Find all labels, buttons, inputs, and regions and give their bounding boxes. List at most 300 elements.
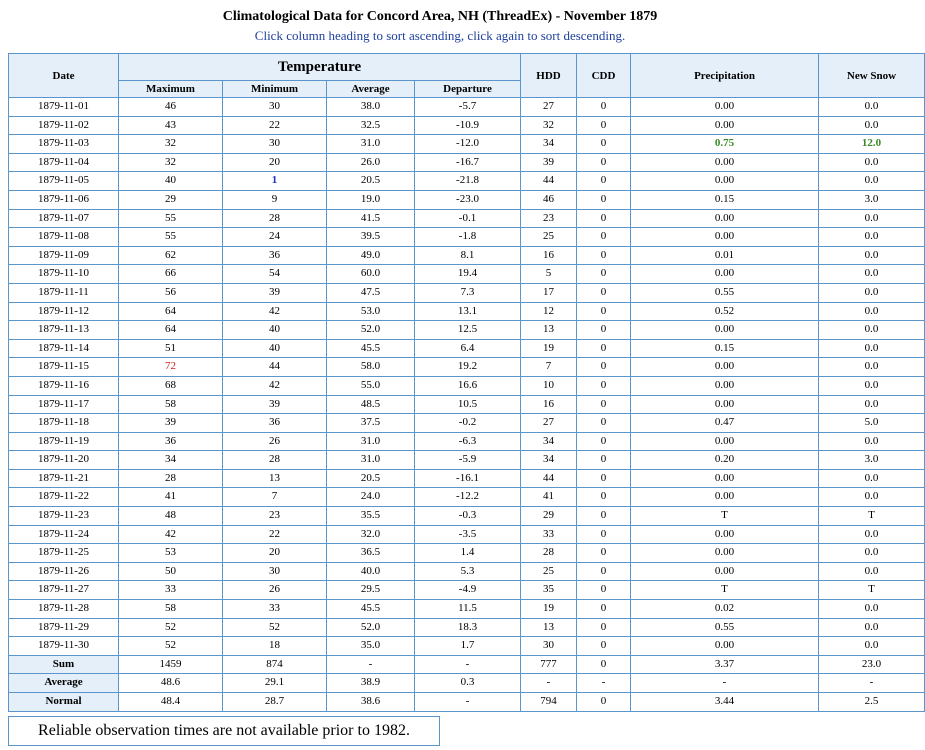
precipitation-cell: 0.00 — [631, 228, 819, 247]
departure-cell: -5.7 — [415, 98, 521, 117]
precipitation-cell: T — [631, 507, 819, 526]
column-header-hdd[interactable]: HDD — [521, 54, 577, 98]
table-row — [9, 469, 925, 488]
new-snow-cell: 12.0 — [819, 135, 925, 154]
date-cell: 1879-11-14 — [9, 339, 119, 358]
date-cell: 1879-11-23 — [9, 507, 119, 526]
hdd-cell: 28 — [521, 544, 577, 563]
hdd-cell: 34 — [521, 135, 577, 154]
date-cell: 1879-11-15 — [9, 358, 119, 377]
date-cell: 1879-11-02 — [9, 116, 119, 135]
min-temp-cell: 42 — [223, 302, 327, 321]
column-header-departure[interactable]: Departure — [415, 81, 521, 98]
max-temp-cell: 55 — [119, 209, 223, 228]
hdd-cell: 44 — [521, 172, 577, 191]
precipitation-cell: 0.55 — [631, 618, 819, 637]
avg-temp-cell: 53.0 — [327, 302, 415, 321]
table-row — [9, 98, 925, 117]
table-row — [9, 544, 925, 563]
column-header-precipitation[interactable]: Precipitation — [631, 54, 819, 98]
avg-temp-cell: 35.5 — [327, 507, 415, 526]
min-temp-cell: 7 — [223, 488, 327, 507]
summary-cdd-cell: 0 — [577, 693, 631, 712]
departure-cell: -5.9 — [415, 451, 521, 470]
summary-precipitation-cell: - — [631, 674, 819, 693]
column-header-average[interactable]: Average — [327, 81, 415, 98]
min-temp-cell: 36 — [223, 246, 327, 265]
new-snow-cell: 3.0 — [819, 190, 925, 209]
date-cell: 1879-11-28 — [9, 600, 119, 619]
summary-min-temp-cell: 874 — [223, 655, 327, 674]
cdd-cell: 0 — [577, 414, 631, 433]
summary-new-snow-cell: 2.5 — [819, 693, 925, 712]
precipitation-cell: 0.00 — [631, 172, 819, 191]
departure-cell: -10.9 — [415, 116, 521, 135]
min-temp-cell: 52 — [223, 618, 327, 637]
precipitation-cell: 0.47 — [631, 414, 819, 433]
date-cell: 1879-11-03 — [9, 135, 119, 154]
date-cell: 1879-11-22 — [9, 488, 119, 507]
column-header-date[interactable]: Date — [9, 54, 119, 98]
max-temp-cell: 34 — [119, 451, 223, 470]
avg-temp-cell: 32.0 — [327, 525, 415, 544]
avg-temp-cell: 58.0 — [327, 358, 415, 377]
max-temp-cell: 41 — [119, 488, 223, 507]
table-body — [9, 98, 925, 656]
min-temp-cell: 40 — [223, 339, 327, 358]
cdd-cell: 0 — [577, 265, 631, 284]
min-temp-cell: 30 — [223, 562, 327, 581]
cdd-cell: 0 — [577, 135, 631, 154]
table-row — [9, 618, 925, 637]
table-row — [9, 153, 925, 172]
max-temp-cell: 72 — [119, 358, 223, 377]
summary-body — [9, 655, 925, 711]
new-snow-cell: 0.0 — [819, 265, 925, 284]
cdd-cell: 0 — [577, 283, 631, 302]
table-row — [9, 302, 925, 321]
cdd-cell: 0 — [577, 395, 631, 414]
precipitation-cell: 0.00 — [631, 432, 819, 451]
departure-cell: 11.5 — [415, 600, 521, 619]
hdd-cell: 32 — [521, 116, 577, 135]
column-header-cdd[interactable]: CDD — [577, 54, 631, 98]
min-temp-cell: 26 — [223, 432, 327, 451]
date-cell: 1879-11-09 — [9, 246, 119, 265]
new-snow-cell: 0.0 — [819, 358, 925, 377]
new-snow-cell: 0.0 — [819, 228, 925, 247]
cdd-cell: 0 — [577, 321, 631, 340]
max-temp-cell: 64 — [119, 302, 223, 321]
summary-min-temp-cell: 28.7 — [223, 693, 327, 712]
precipitation-cell: 0.02 — [631, 600, 819, 619]
avg-temp-cell: 31.0 — [327, 451, 415, 470]
precipitation-cell: 0.00 — [631, 358, 819, 377]
max-temp-cell: 43 — [119, 116, 223, 135]
min-temp-cell: 20 — [223, 153, 327, 172]
table-row — [9, 246, 925, 265]
max-temp-cell: 50 — [119, 562, 223, 581]
hdd-cell: 29 — [521, 507, 577, 526]
new-snow-cell: 0.0 — [819, 116, 925, 135]
table-row — [9, 321, 925, 340]
hdd-cell: 39 — [521, 153, 577, 172]
precipitation-cell: 0.00 — [631, 395, 819, 414]
new-snow-cell: 0.0 — [819, 283, 925, 302]
table-row — [9, 432, 925, 451]
summary-row — [9, 674, 925, 693]
departure-cell: 8.1 — [415, 246, 521, 265]
departure-cell: 12.5 — [415, 321, 521, 340]
departure-cell: -1.8 — [415, 228, 521, 247]
date-cell: 1879-11-21 — [9, 469, 119, 488]
new-snow-cell: 0.0 — [819, 98, 925, 117]
cdd-cell: 0 — [577, 190, 631, 209]
summary-cdd-cell: - — [577, 674, 631, 693]
date-cell: 1879-11-10 — [9, 265, 119, 284]
precipitation-cell: 0.00 — [631, 265, 819, 284]
new-snow-cell: 0.0 — [819, 209, 925, 228]
table-row — [9, 283, 925, 302]
max-temp-cell: 52 — [119, 618, 223, 637]
max-temp-cell: 32 — [119, 153, 223, 172]
table-row — [9, 581, 925, 600]
precipitation-cell: 0.15 — [631, 339, 819, 358]
avg-temp-cell: 60.0 — [327, 265, 415, 284]
table-row — [9, 451, 925, 470]
hdd-cell: 25 — [521, 562, 577, 581]
precipitation-cell: 0.20 — [631, 451, 819, 470]
hdd-cell: 16 — [521, 395, 577, 414]
date-cell: 1879-11-05 — [9, 172, 119, 191]
hdd-cell: 34 — [521, 432, 577, 451]
date-cell: 1879-11-11 — [9, 283, 119, 302]
table-row — [9, 209, 925, 228]
new-snow-cell: 0.0 — [819, 376, 925, 395]
avg-temp-cell: 32.5 — [327, 116, 415, 135]
departure-cell: -21.8 — [415, 172, 521, 191]
min-temp-cell: 22 — [223, 525, 327, 544]
cdd-cell: 0 — [577, 98, 631, 117]
departure-cell: -0.1 — [415, 209, 521, 228]
new-snow-cell: 0.0 — [819, 637, 925, 656]
max-temp-cell: 62 — [119, 246, 223, 265]
max-temp-cell: 28 — [119, 469, 223, 488]
departure-cell: 5.3 — [415, 562, 521, 581]
new-snow-cell: 0.0 — [819, 562, 925, 581]
summary-max-temp-cell: 48.4 — [119, 693, 223, 712]
new-snow-cell: 0.0 — [819, 525, 925, 544]
table-row — [9, 507, 925, 526]
departure-cell: -12.0 — [415, 135, 521, 154]
min-temp-cell: 1 — [223, 172, 327, 191]
departure-cell: 7.3 — [415, 283, 521, 302]
min-temp-cell: 26 — [223, 581, 327, 600]
departure-cell: -12.2 — [415, 488, 521, 507]
min-temp-cell: 30 — [223, 135, 327, 154]
date-cell: 1879-11-07 — [9, 209, 119, 228]
avg-temp-cell: 31.0 — [327, 432, 415, 451]
date-cell: 1879-11-01 — [9, 98, 119, 117]
new-snow-cell: 0.0 — [819, 302, 925, 321]
new-snow-cell: T — [819, 581, 925, 600]
summary-departure-cell: - — [415, 693, 521, 712]
summary-departure-cell: - — [415, 655, 521, 674]
cdd-cell: 0 — [577, 451, 631, 470]
min-temp-cell: 13 — [223, 469, 327, 488]
cdd-cell: 0 — [577, 376, 631, 395]
hdd-cell: 5 — [521, 265, 577, 284]
precipitation-cell: 0.75 — [631, 135, 819, 154]
sort-instructions: Click column heading to sort ascending, click again to sort descending. — [254, 28, 626, 43]
max-temp-cell: 56 — [119, 283, 223, 302]
max-temp-cell: 53 — [119, 544, 223, 563]
avg-temp-cell: 45.5 — [327, 600, 415, 619]
precipitation-cell: T — [631, 581, 819, 600]
min-temp-cell: 20 — [223, 544, 327, 563]
summary-max-temp-cell: 1459 — [119, 655, 223, 674]
temperature-group-header: Temperature — [119, 54, 521, 81]
departure-cell: 6.4 — [415, 339, 521, 358]
hdd-cell: 27 — [521, 98, 577, 117]
cdd-cell: 0 — [577, 339, 631, 358]
precipitation-cell: 0.00 — [631, 562, 819, 581]
table-row — [9, 116, 925, 135]
departure-cell: 19.4 — [415, 265, 521, 284]
min-temp-cell: 33 — [223, 600, 327, 619]
max-temp-cell: 64 — [119, 321, 223, 340]
avg-temp-cell: 20.5 — [327, 172, 415, 191]
avg-temp-cell: 36.5 — [327, 544, 415, 563]
summary-avg-temp-cell: - — [327, 655, 415, 674]
hdd-cell: 10 — [521, 376, 577, 395]
hdd-cell: 13 — [521, 321, 577, 340]
min-temp-cell: 28 — [223, 209, 327, 228]
summary-hdd-cell: 794 — [521, 693, 577, 712]
cdd-cell: 0 — [577, 469, 631, 488]
precipitation-cell: 0.00 — [631, 637, 819, 656]
date-cell: 1879-11-17 — [9, 395, 119, 414]
date-cell: 1879-11-25 — [9, 544, 119, 563]
precipitation-cell: 0.01 — [631, 246, 819, 265]
avg-temp-cell: 24.0 — [327, 488, 415, 507]
precipitation-cell: 0.00 — [631, 153, 819, 172]
table-row — [9, 358, 925, 377]
cdd-cell: 0 — [577, 600, 631, 619]
cdd-cell: 0 — [577, 172, 631, 191]
min-temp-cell: 30 — [223, 98, 327, 117]
hdd-cell: 25 — [521, 228, 577, 247]
cdd-cell: 0 — [577, 637, 631, 656]
precipitation-cell: 0.00 — [631, 209, 819, 228]
avg-temp-cell: 52.0 — [327, 618, 415, 637]
new-snow-cell: 0.0 — [819, 432, 925, 451]
max-temp-cell: 48 — [119, 507, 223, 526]
cdd-cell: 0 — [577, 581, 631, 600]
cdd-cell: 0 — [577, 228, 631, 247]
min-temp-cell: 36 — [223, 414, 327, 433]
avg-temp-cell: 45.5 — [327, 339, 415, 358]
departure-cell: -23.0 — [415, 190, 521, 209]
departure-cell: -16.7 — [415, 153, 521, 172]
max-temp-cell: 33 — [119, 581, 223, 600]
hdd-cell: 30 — [521, 637, 577, 656]
summary-hdd-cell: 777 — [521, 655, 577, 674]
precipitation-cell: 0.00 — [631, 488, 819, 507]
precipitation-cell: 0.00 — [631, 98, 819, 117]
hdd-cell: 19 — [521, 600, 577, 619]
new-snow-cell: 0.0 — [819, 544, 925, 563]
cdd-cell: 0 — [577, 246, 631, 265]
date-cell: 1879-11-04 — [9, 153, 119, 172]
date-cell: 1879-11-18 — [9, 414, 119, 433]
min-temp-cell: 9 — [223, 190, 327, 209]
date-cell: 1879-11-12 — [9, 302, 119, 321]
departure-cell: 1.4 — [415, 544, 521, 563]
summary-label: Sum — [9, 655, 119, 674]
max-temp-cell: 58 — [119, 600, 223, 619]
avg-temp-cell: 20.5 — [327, 469, 415, 488]
new-snow-cell: 0.0 — [819, 339, 925, 358]
max-temp-cell: 29 — [119, 190, 223, 209]
departure-cell: 10.5 — [415, 395, 521, 414]
departure-cell: 19.2 — [415, 358, 521, 377]
new-snow-cell: 0.0 — [819, 321, 925, 340]
departure-cell: -3.5 — [415, 525, 521, 544]
precipitation-cell: 0.00 — [631, 525, 819, 544]
min-temp-cell: 39 — [223, 395, 327, 414]
table-row — [9, 172, 925, 191]
column-header-minimum[interactable]: Minimum — [223, 81, 327, 98]
date-cell: 1879-11-08 — [9, 228, 119, 247]
summary-max-temp-cell: 48.6 — [119, 674, 223, 693]
hdd-cell: 27 — [521, 414, 577, 433]
date-cell: 1879-11-16 — [9, 376, 119, 395]
date-cell: 1879-11-26 — [9, 562, 119, 581]
new-snow-cell: 0.0 — [819, 172, 925, 191]
summary-row — [9, 693, 925, 712]
hdd-cell: 12 — [521, 302, 577, 321]
page-title: Climatological Data for Concord Area, NH (ThreadEx) - November 1879 — [222, 9, 658, 24]
avg-temp-cell: 29.5 — [327, 581, 415, 600]
summary-new-snow-cell: - — [819, 674, 925, 693]
avg-temp-cell: 52.0 — [327, 321, 415, 340]
new-snow-cell: 0.0 — [819, 395, 925, 414]
min-temp-cell: 54 — [223, 265, 327, 284]
new-snow-cell: 3.0 — [819, 451, 925, 470]
cdd-cell: 0 — [577, 358, 631, 377]
hdd-cell: 17 — [521, 283, 577, 302]
avg-temp-cell: 49.0 — [327, 246, 415, 265]
column-header-maximum[interactable]: Maximum — [119, 81, 223, 98]
summary-row — [9, 655, 925, 674]
departure-cell: -0.3 — [415, 507, 521, 526]
avg-temp-cell: 26.0 — [327, 153, 415, 172]
climate-data-table — [8, 53, 925, 712]
summary-avg-temp-cell: 38.9 — [327, 674, 415, 693]
departure-cell: 16.6 — [415, 376, 521, 395]
hdd-cell: 35 — [521, 581, 577, 600]
avg-temp-cell: 55.0 — [327, 376, 415, 395]
min-temp-cell: 28 — [223, 451, 327, 470]
table-row — [9, 228, 925, 247]
max-temp-cell: 36 — [119, 432, 223, 451]
date-cell: 1879-11-29 — [9, 618, 119, 637]
cdd-cell: 0 — [577, 562, 631, 581]
table-row — [9, 525, 925, 544]
summary-new-snow-cell: 23.0 — [819, 655, 925, 674]
max-temp-cell: 39 — [119, 414, 223, 433]
avg-temp-cell: 31.0 — [327, 135, 415, 154]
avg-temp-cell: 19.0 — [327, 190, 415, 209]
date-cell: 1879-11-30 — [9, 637, 119, 656]
table-row — [9, 265, 925, 284]
precipitation-cell: 0.00 — [631, 376, 819, 395]
date-cell: 1879-11-24 — [9, 525, 119, 544]
table-row — [9, 637, 925, 656]
hdd-cell: 19 — [521, 339, 577, 358]
min-temp-cell: 44 — [223, 358, 327, 377]
date-cell: 1879-11-19 — [9, 432, 119, 451]
precipitation-cell: 0.55 — [631, 283, 819, 302]
table-row — [9, 376, 925, 395]
cdd-cell: 0 — [577, 507, 631, 526]
new-snow-cell: 0.0 — [819, 600, 925, 619]
departure-cell: 1.7 — [415, 637, 521, 656]
departure-cell: -0.2 — [415, 414, 521, 433]
precipitation-cell: 0.00 — [631, 469, 819, 488]
new-snow-cell: 0.0 — [819, 246, 925, 265]
avg-temp-cell: 39.5 — [327, 228, 415, 247]
table-row — [9, 339, 925, 358]
column-header-new-snow[interactable]: New Snow — [819, 54, 925, 98]
max-temp-cell: 40 — [119, 172, 223, 191]
cdd-cell: 0 — [577, 432, 631, 451]
avg-temp-cell: 40.0 — [327, 562, 415, 581]
precipitation-cell: 0.00 — [631, 544, 819, 563]
avg-temp-cell: 38.0 — [327, 98, 415, 117]
max-temp-cell: 42 — [119, 525, 223, 544]
cdd-cell: 0 — [577, 525, 631, 544]
hdd-cell: 41 — [521, 488, 577, 507]
new-snow-cell: 0.0 — [819, 618, 925, 637]
summary-avg-temp-cell: 38.6 — [327, 693, 415, 712]
date-cell: 1879-11-06 — [9, 190, 119, 209]
avg-temp-cell: 41.5 — [327, 209, 415, 228]
min-temp-cell: 23 — [223, 507, 327, 526]
min-temp-cell: 40 — [223, 321, 327, 340]
hdd-cell: 13 — [521, 618, 577, 637]
cdd-cell: 0 — [577, 209, 631, 228]
hdd-cell: 23 — [521, 209, 577, 228]
summary-precipitation-cell: 3.37 — [631, 655, 819, 674]
date-cell: 1879-11-27 — [9, 581, 119, 600]
summary-min-temp-cell: 29.1 — [223, 674, 327, 693]
summary-hdd-cell: - — [521, 674, 577, 693]
summary-label: Average — [9, 674, 119, 693]
summary-departure-cell: 0.3 — [415, 674, 521, 693]
footnote: Reliable observation times are not available prior to 1982. — [8, 716, 440, 746]
cdd-cell: 0 — [577, 618, 631, 637]
cdd-cell: 0 — [577, 302, 631, 321]
min-temp-cell: 42 — [223, 376, 327, 395]
max-temp-cell: 32 — [119, 135, 223, 154]
hdd-cell: 16 — [521, 246, 577, 265]
min-temp-cell: 22 — [223, 116, 327, 135]
date-cell: 1879-11-13 — [9, 321, 119, 340]
max-temp-cell: 58 — [119, 395, 223, 414]
table-row — [9, 562, 925, 581]
